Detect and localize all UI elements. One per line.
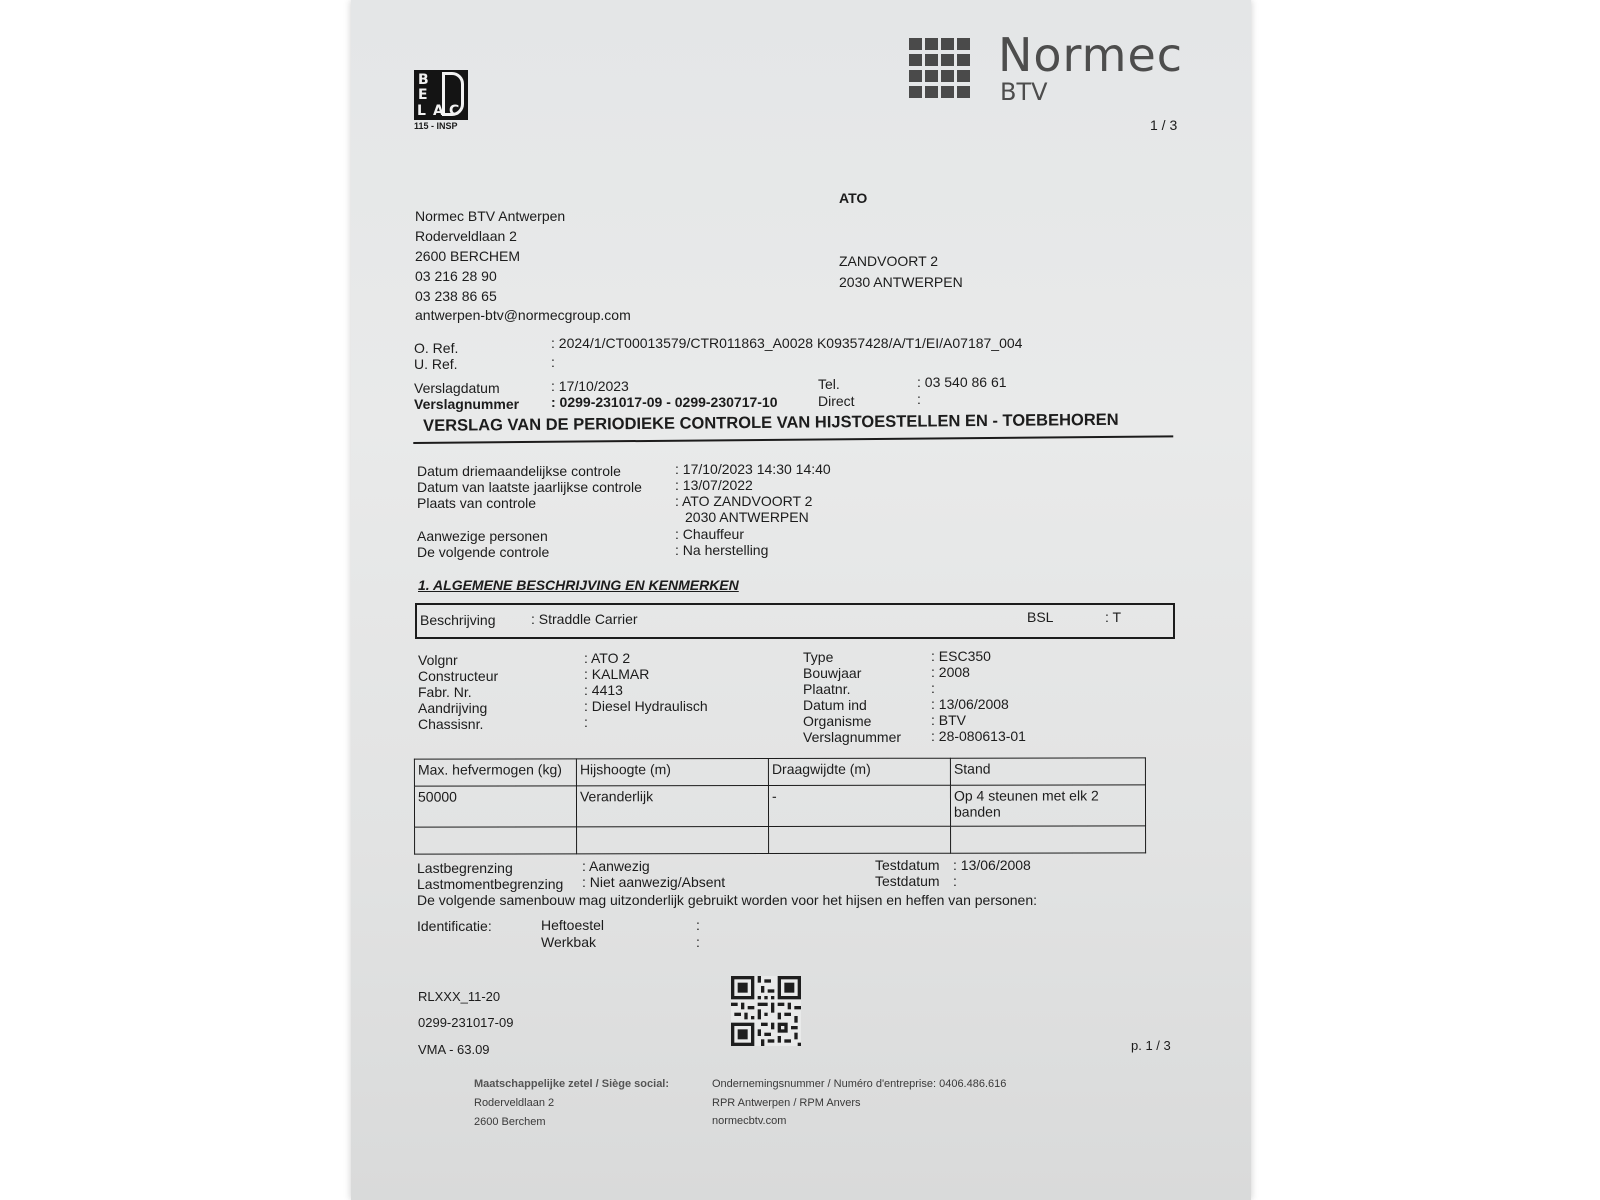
section-heading: 1. ALGEMENE BESCHRIJVING EN KENMERKEN (418, 577, 739, 593)
page-count: 1 / 3 (1150, 117, 1178, 133)
direct-value: : (917, 391, 921, 407)
spec-value-aandrijving: : Diesel Hydraulisch (584, 698, 708, 714)
table-row (415, 826, 1146, 854)
control-value-5: : Chauffeur (675, 526, 745, 542)
sender-phone-1: 03 216 28 90 (415, 268, 497, 284)
table-cell: - (768, 785, 950, 826)
testdatum-label-2: Testdatum (875, 873, 940, 889)
lastbegrenzing-value: : Aanwezig (582, 858, 650, 874)
recipient-name: ATO (839, 190, 868, 206)
brand-name: Normec (998, 28, 1184, 82)
control-value-6: : Na herstelling (675, 542, 769, 558)
verslagdatum-label: Verslagdatum (414, 380, 500, 396)
lastbegrenzing-label: Lastbegrenzing (417, 860, 513, 876)
spec-label-constructeur: Constructeur (418, 668, 499, 684)
spec-value-organisme: : BTV (931, 712, 967, 728)
table-cell: Op 4 steunen met elk 2 banden (950, 785, 1145, 826)
spec-label-plaatnr: Plaatnr. (803, 681, 851, 697)
control-label-1: Datum driemaandelijkse controle (417, 463, 621, 479)
table-header: Stand (950, 758, 1145, 785)
belac-logo: B E L A C 115 - INSP (414, 70, 468, 130)
spec-value-verslagnummer: : 28-080613-01 (931, 728, 1026, 744)
tel-value: : 03 540 86 61 (917, 374, 1007, 390)
spec-label-organisme: Organisme (803, 713, 872, 729)
testdatum-value-1: : 13/06/2008 (953, 857, 1031, 873)
identificatie-item-2: Werkbak (541, 934, 596, 950)
capacity-table (414, 757, 1146, 854)
table-cell (577, 827, 769, 854)
identificatie-colon-2: : (696, 934, 700, 950)
spec-label-fabrnr: Fabr. Nr. (418, 684, 472, 700)
u-ref-label: U. Ref. (414, 356, 458, 372)
spec-value-volgnr: : ATO 2 (584, 650, 631, 666)
footer-seat-street: Roderveldlaan 2 (474, 1097, 555, 1109)
table-row (414, 785, 1145, 827)
spec-value-type: : ESC350 (931, 648, 991, 664)
direct-label: Direct (818, 393, 855, 409)
sender-city: 2600 BERCHEM (415, 248, 521, 264)
report-title: VERSLAG VAN DE PERIODIEKE CONTROLE VAN HIJSTOESTELLEN EN - TOEBEHOREN (423, 410, 1119, 435)
control-value-1: : 17/10/2023 14:30 14:40 (675, 461, 831, 477)
testdatum-value-2: : (953, 873, 957, 889)
spec-value-bouwjaar: : 2008 (931, 664, 970, 680)
control-value-3: : ATO ZANDVOORT 2 (675, 493, 813, 509)
personnel-lifting-note: De volgende samenbouw mag uitzonderlijk gebruikt worden voor het hijsen en heffen van personen: (417, 892, 1038, 908)
sender-name: Normec BTV Antwerpen (415, 208, 566, 224)
footer-seat-label: Maatschappelijke zetel / Siège social: (474, 1078, 670, 1090)
control-label-6: De volgende controle (417, 544, 550, 560)
document-page (351, 0, 1251, 1200)
u-ref-value: : (551, 354, 555, 370)
bsl-label: BSL (1027, 609, 1054, 625)
sender-street: Roderveldlaan 2 (415, 228, 517, 244)
form-code: RLXXX_11-20 (418, 989, 501, 1004)
o-ref-label: O. Ref. (414, 340, 459, 356)
identificatie-colon-1: : (696, 917, 700, 933)
spec-value-constructeur: : KALMAR (584, 666, 650, 682)
beschrijving-label: Beschrijving (420, 612, 496, 628)
spec-value-fabrnr: : 4413 (584, 682, 623, 698)
control-value-2: : 13/07/2022 (675, 477, 753, 493)
identificatie-label: Identificatie: (417, 918, 492, 934)
spec-label-bouwjaar: Bouwjaar (803, 665, 862, 681)
belac-accreditation-number: 115 - INSP (414, 121, 458, 131)
control-value-3b: 2030 ANTWERPEN (685, 509, 809, 525)
report-code: 0299-231017-09 (418, 1015, 514, 1030)
table-cell: Veranderlijk (576, 786, 768, 827)
table-header: Hijshoogte (m) (576, 759, 768, 786)
footer-seat-city: 2600 Berchem (474, 1116, 546, 1128)
bsl-value: : T (1105, 609, 1122, 625)
lastmoment-label: Lastmomentbegrenzing (417, 876, 564, 892)
o-ref-value: : 2024/1/CT00013579/CTR011863_A0028 K09357428/A/T1/EI/A07187_004 (551, 335, 1023, 351)
vma-code: VMA - 63.09 (418, 1042, 490, 1057)
table-header: Max. hefvermogen (kg) (414, 759, 576, 786)
control-label-2: Datum van laatste jaarlijkse controle (417, 479, 642, 495)
footer-rpr: RPR Antwerpen / RPM Anvers (712, 1097, 861, 1109)
tel-label: Tel. (818, 376, 840, 392)
spec-label-aandrijving: Aandrijving (418, 700, 488, 716)
spec-value-plaatnr: : (931, 680, 935, 696)
table-cell (951, 826, 1146, 853)
testdatum-label-1: Testdatum (875, 857, 940, 873)
lastmoment-value: : Niet aanwezig/Absent (582, 874, 726, 890)
qr-code-icon (731, 975, 801, 1047)
spec-label-datum-ind: Datum ind (803, 697, 867, 713)
identificatie-item-1: Heftoestel (541, 917, 605, 933)
verslagdatum-value: : 17/10/2023 (551, 378, 629, 394)
spec-label-type: Type (803, 649, 834, 665)
description-box (415, 603, 1175, 639)
table-cell (769, 826, 951, 853)
page-number: p. 1 / 3 (1131, 1038, 1171, 1053)
recipient-street: ZANDVOORT 2 (839, 253, 939, 269)
normec-grid-icon (909, 38, 973, 102)
beschrijving-value: : Straddle Carrier (531, 611, 638, 627)
report-title-bar (413, 403, 1173, 444)
brand-sub: BTV (1000, 78, 1048, 106)
spec-label-chassisnr: Chassisnr. (418, 716, 484, 732)
sender-email: antwerpen-btv@normecgroup.com (415, 307, 631, 323)
spec-value-chassisnr: : (584, 714, 588, 730)
recipient-city: 2030 ANTWERPEN (839, 274, 963, 290)
table-header: Draagwijdte (m) (768, 758, 950, 785)
table-cell: 50000 (414, 786, 576, 827)
table-header-row (414, 758, 1145, 786)
footer-website: normecbtv.com (712, 1115, 787, 1127)
spec-label-verslagnummer: Verslagnummer (803, 729, 902, 745)
verslagnummer-value: : 0299-231017-09 - 0299-230717-10 (551, 394, 778, 410)
spec-label-volgnr: Volgnr (418, 652, 458, 668)
table-cell (415, 827, 577, 854)
sender-phone-2: 03 238 86 65 (415, 288, 497, 304)
footer-company-number: Ondernemingsnummer / Numéro d'entreprise: 0406.486.616 (712, 1078, 1007, 1090)
verslagnummer-label: Verslagnummer (414, 396, 520, 412)
spec-value-datum-ind: : 13/06/2008 (931, 696, 1009, 712)
control-label-5: Aanwezige personen (417, 528, 548, 544)
control-label-3: Plaats van controle (417, 495, 537, 511)
